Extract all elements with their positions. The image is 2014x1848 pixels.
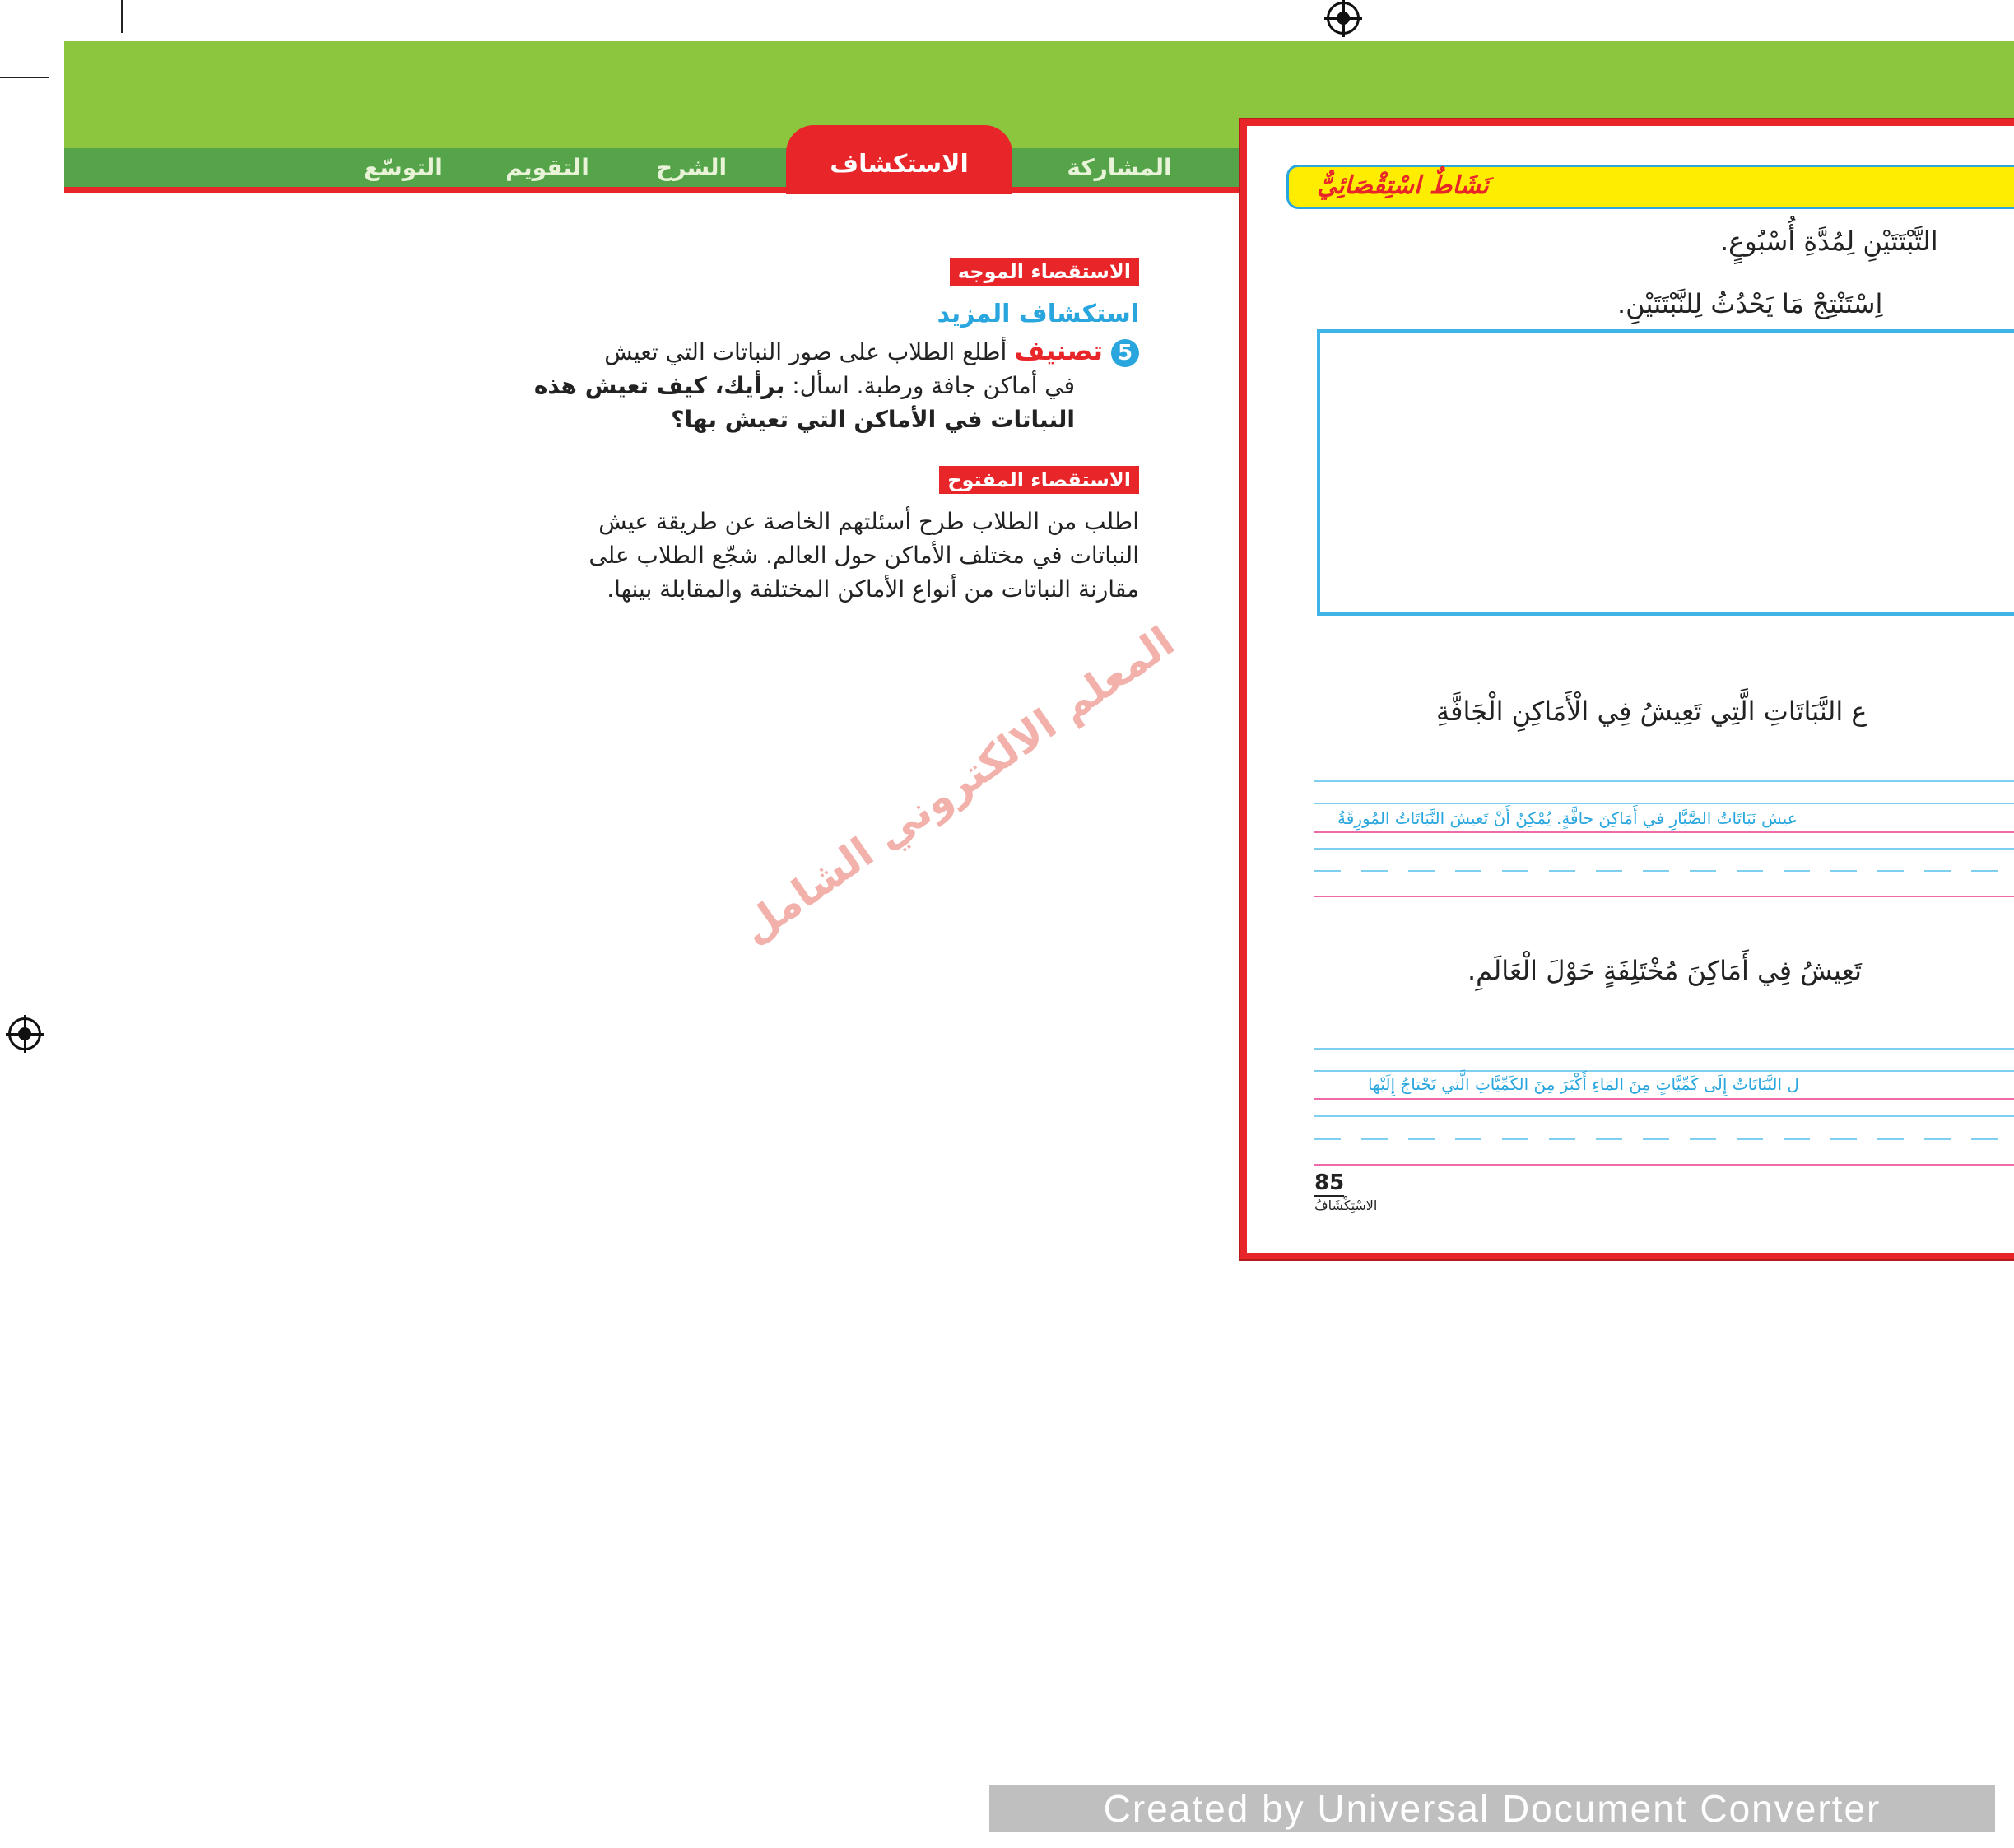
registration-mark-icon bbox=[8, 1017, 41, 1050]
writing-rule bbox=[1314, 1115, 2014, 1117]
writing-rule bbox=[1314, 780, 2014, 782]
writing-rule bbox=[1314, 870, 2014, 872]
writing-rule bbox=[1314, 1048, 2014, 1050]
worksheet-line-1: التَّبْتَتَيْنِ لِمُدَّةِ أُسْبُوعٍ. bbox=[1720, 226, 1938, 257]
item-text-2: في أماكن جافة ورطبة. اسأل: bbox=[792, 372, 1075, 399]
writing-rule bbox=[1314, 831, 2014, 833]
open-inquiry-badge: الاستقصاء المفتوح bbox=[939, 466, 1139, 494]
page-number: 85 bbox=[1314, 1171, 1345, 1195]
tab-extend[interactable]: التوسّع bbox=[364, 154, 443, 181]
item-number-badge: 5 bbox=[1111, 339, 1139, 367]
tab-explore[interactable]: الاستكشاف bbox=[786, 125, 1012, 194]
crop-mark-vertical bbox=[121, 0, 123, 33]
open-inquiry-text bbox=[234, 505, 1139, 606]
answer-text-2: ل النَّبَاتَاتُ إِلَى كَمِّيَّاتٍ مِنَ المَاءِ أَكْبَرَ مِنَ الكَمِّيَّاتِ الَّتي تَحْتاجُ إِلَيْها bbox=[1368, 1074, 1799, 1094]
writing-rule bbox=[1314, 848, 2014, 850]
converter-banner: Created by Universal Document Converter bbox=[989, 1785, 1995, 1832]
explore-more-heading: استكشاف المزيد bbox=[937, 300, 1139, 328]
guided-inquiry-badge: الاستقصاء الموجه bbox=[950, 258, 1139, 286]
activity-title: نَشَاطٌ اسْتِقْصَائِيٌّ bbox=[1317, 171, 1489, 200]
worksheet-line-3: ع النَّبَاتَاتِ الَّتِي تَعِيشُ فِي الْأَمَاكِنِ الْجَافَّةِ bbox=[1436, 696, 1867, 727]
tab-evaluate[interactable]: التقويم bbox=[505, 154, 589, 181]
writing-rule bbox=[1314, 1098, 2014, 1100]
writing-rule bbox=[1314, 1164, 2014, 1166]
classify-item bbox=[234, 334, 1139, 436]
writing-rule bbox=[1314, 803, 2014, 804]
open-text-line: النباتات في مختلف الأماكن حول العالم. شجّع الطلاب على bbox=[588, 542, 1139, 569]
watermark: المعلم الالكتروني الشامل bbox=[733, 617, 1184, 953]
answer-text-1: عيش نَبَاتَاتُ الصَّبَّارِ في أَمَاكِنَ جافَّةٍ. يُمْكِنُ أَنْ تَعيشَ النَّبَاتَاتُ المُورِقَةُ bbox=[1337, 808, 1798, 828]
tab-explain[interactable]: الشرح bbox=[655, 154, 728, 181]
writing-rule bbox=[1314, 1070, 2014, 1072]
open-text-line: مقارنة النباتات من أنواع الأماكن المختلفة والمقابلة بينها. bbox=[607, 575, 1139, 603]
page-label: الاسْتِكْشَافُ bbox=[1314, 1198, 1378, 1213]
worksheet-line-2: اِسْتَنْتِجْ مَا يَحْدُثُ لِلنَّبْتَتَيْنِ. bbox=[1617, 288, 1883, 319]
item-text-2-bold: برأيك، كيف تعيش هذه bbox=[533, 372, 785, 399]
worksheet-line-4: تَعِيشُ فِي أَمَاكِنَ مُخْتَلِفَةٍ حَوْلَ الْعَالَمِ. bbox=[1467, 955, 1862, 986]
writing-rule bbox=[1314, 1138, 2014, 1140]
registration-mark-icon bbox=[1327, 2, 1360, 35]
tab-engage[interactable]: المشاركة bbox=[1067, 154, 1172, 181]
item-keyword: تصنيف bbox=[1014, 335, 1103, 366]
writing-rule bbox=[1314, 896, 2014, 897]
answer-box[interactable] bbox=[1317, 329, 2014, 616]
item-text-3: النباتات في الأماكن التي تعيش بها؟ bbox=[671, 406, 1075, 433]
item-text-1: أطلع الطلاب على صور النباتات التي تعيش bbox=[604, 338, 1007, 365]
crop-mark-horizontal bbox=[0, 77, 49, 78]
open-text-line: اطلب من الطلاب طرح أسئلتهم الخاصة عن طريقة عيش bbox=[598, 508, 1139, 535]
